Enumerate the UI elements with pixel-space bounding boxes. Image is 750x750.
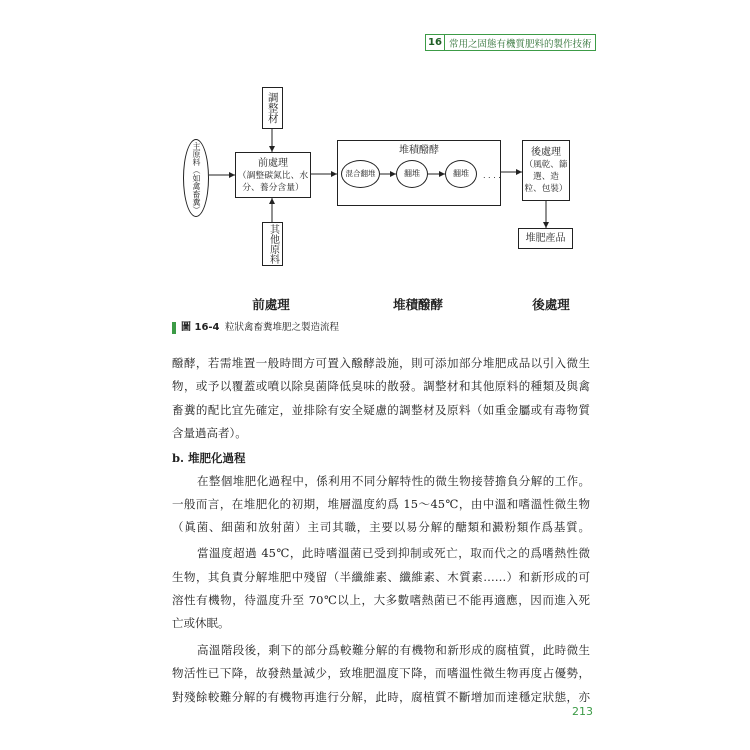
body-line: （眞菌、細菌和放射菌）主司其職，主要以易分解的醣類和澱粉類作爲基質。	[172, 520, 590, 534]
pretreatment-title: 前處理	[258, 157, 288, 169]
body-line: 生物，其負責分解堆肥中殘留（半纖維素、纖維素、木質素……）和新形成的可	[172, 570, 590, 584]
composting-step-label: 混合翻堆	[345, 169, 376, 179]
body-line: 高溫階段後，剩下的部分爲較難分解的有機物和新形成的腐植質，此時微生	[197, 643, 590, 657]
body-line: 亡或休眠。	[172, 616, 230, 630]
product-label: 堆肥產品	[525, 233, 566, 244]
post-treatment-box	[522, 140, 570, 201]
composting-step-mix-turn	[341, 160, 380, 188]
body-line: 溶性有機物，待溫度升至 70℃以上，大多數嗜熱菌已不能再適應，因而進入死	[172, 593, 590, 607]
other-material-label: 其他原料	[267, 224, 279, 264]
running-header	[425, 34, 596, 51]
figure-caption: 粒狀禽畜糞堆肥之製造流程	[225, 322, 340, 333]
post-treatment-detail-line-1: （風乾、篩	[524, 160, 568, 170]
composting-title: 堆積醱酵	[399, 145, 439, 156]
stage-label-composting: 堆積醱酵	[392, 297, 443, 312]
pretreatment-box	[235, 152, 311, 198]
figure-number: 圖 16-4	[181, 322, 220, 333]
stage-label-post-treatment: 後處理	[532, 297, 570, 312]
post-treatment-detail-line-3: 粒、包裝）	[524, 184, 568, 194]
composting-step-label: 翻堆	[453, 169, 469, 178]
pretreatment-detail-line-1: （調整碳氮比、水	[237, 170, 309, 181]
other-material-box	[262, 222, 283, 266]
body-line: 一般而言，在堆肥化的初期，堆層溫度約爲 15～45℃，由中溫和嗜溫性微生物	[172, 497, 590, 511]
stage-label-pretreatment: 前處理	[252, 297, 290, 312]
post-treatment-title: 後處理	[531, 147, 561, 158]
main-material-oval	[183, 139, 209, 217]
body-line: 物，或予以覆蓋或噴以除臭菌降低臭味的散發。調整材和其他原料的種類及與禽	[172, 379, 590, 393]
adjust-material-box	[262, 87, 283, 129]
body-line: 畜糞的配比宜先確定，並排除有安全疑慮的調整材及原料（如重金屬或有毒物質	[172, 403, 590, 417]
body-line: 物活性已下降，故發熱量減少，致堆肥溫度下降，而嗜溫性微生物再度占優勢，	[172, 666, 590, 680]
body-line: 含量過高者）。	[172, 426, 247, 440]
body-line: 醱酵，若需堆置一般時間方可置入醱酵設施，則可添加部分堆肥成品以引入微生	[172, 356, 590, 370]
adjust-material-label: 調整材	[266, 92, 279, 124]
product-box	[518, 228, 573, 249]
composting-step-label: 翻堆	[404, 169, 420, 178]
caption-marker	[172, 322, 176, 334]
section-heading: b. 堆肥化過程	[172, 451, 246, 465]
pretreatment-detail-line-2: 分、養分含量）	[242, 182, 304, 193]
composting-step-turn-1	[396, 160, 428, 188]
composting-ellipsis: ....	[483, 171, 504, 180]
page-number: 213	[572, 705, 593, 718]
body-line: 當溫度超過 45℃，此時嗜溫菌已受到抑制或死亡，取而代之的爲嗜熱性微	[197, 546, 590, 560]
main-material-label: 主原料（如禽畜糞）	[192, 142, 201, 214]
composting-step-turn-2	[445, 160, 477, 188]
body-line: 對殘餘較難分解的有機物再進行分解，此時，腐植質不斷增加而達穩定狀態，亦	[172, 690, 590, 704]
chapter-title: 常用之固態有機質肥料的製作技術	[449, 38, 592, 50]
chapter-number: 16	[426, 35, 445, 50]
post-treatment-detail-line-2: 選、造	[533, 172, 559, 182]
body-line: 在整個堆肥化過程中，係利用不同分解特性的微生物接替擔負分解的工作。	[197, 474, 590, 488]
